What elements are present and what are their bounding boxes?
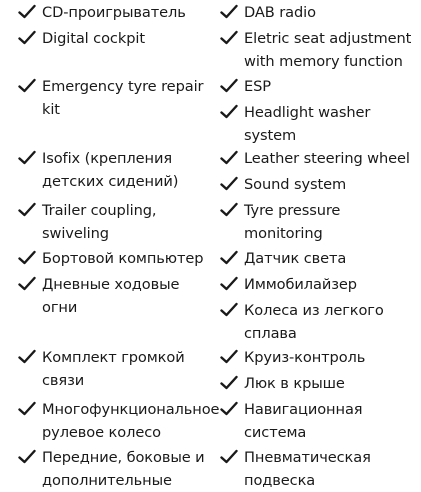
feature-label: Люк в крыше [244,375,345,392]
check-icon [220,30,238,46]
check-icon [220,250,238,266]
feature-label: Isofix (крепления детских сидений) [42,150,179,190]
check-icon [220,4,238,20]
feature-label: Tyre pressure monitoring [244,202,341,242]
feature-label: Headlight washer system [244,104,371,144]
check-icon [18,150,36,166]
check-icon [18,349,36,365]
check-icon [18,30,36,46]
check-icon [220,104,238,120]
check-icon [220,449,238,465]
feature-label: Leather steering wheel [244,150,410,167]
feature-label: Sound system [244,176,347,193]
feature-label: Пневматическая подвеска [244,449,371,489]
check-icon [18,78,36,94]
feature-label: Колеса из легкого сплава [244,302,384,342]
feature-label: Передние, боковые и дополнительные [42,449,205,489]
feature-label: Trailer coupling, swiveling [42,202,157,242]
check-icon [220,202,238,218]
feature-label: CD-проигрыватель [42,4,186,21]
feature-label: Emergency tyre repair kit [42,78,204,118]
feature-label: Eletric seat adjustment with memory function [244,30,412,70]
check-icon [220,302,238,318]
feature-label: Комплект громкой связи [42,349,185,389]
check-icon [18,276,36,292]
check-icon [220,276,238,292]
feature-label: Digital cockpit [42,30,145,47]
check-icon [220,375,238,391]
check-icon [220,349,238,365]
check-icon [220,176,238,192]
feature-label: Иммобилайзер [244,276,357,293]
check-icon [18,401,36,417]
feature-label: Дневные ходовые огни [42,276,180,316]
feature-label: Многофункциональное рулевое колесо [42,401,220,441]
check-icon [220,150,238,166]
feature-label: Бортовой компьютер [42,250,204,267]
check-icon [220,401,238,417]
feature-label: Навигационная система [244,401,363,441]
check-icon [18,250,36,266]
check-icon [18,449,36,465]
check-icon [18,202,36,218]
check-icon [18,4,36,20]
feature-label: DAB radio [244,4,316,21]
check-icon [220,78,238,94]
feature-label: ESP [244,78,271,95]
feature-label: Круиз-контроль [244,349,366,366]
feature-label: Датчик света [244,250,347,267]
